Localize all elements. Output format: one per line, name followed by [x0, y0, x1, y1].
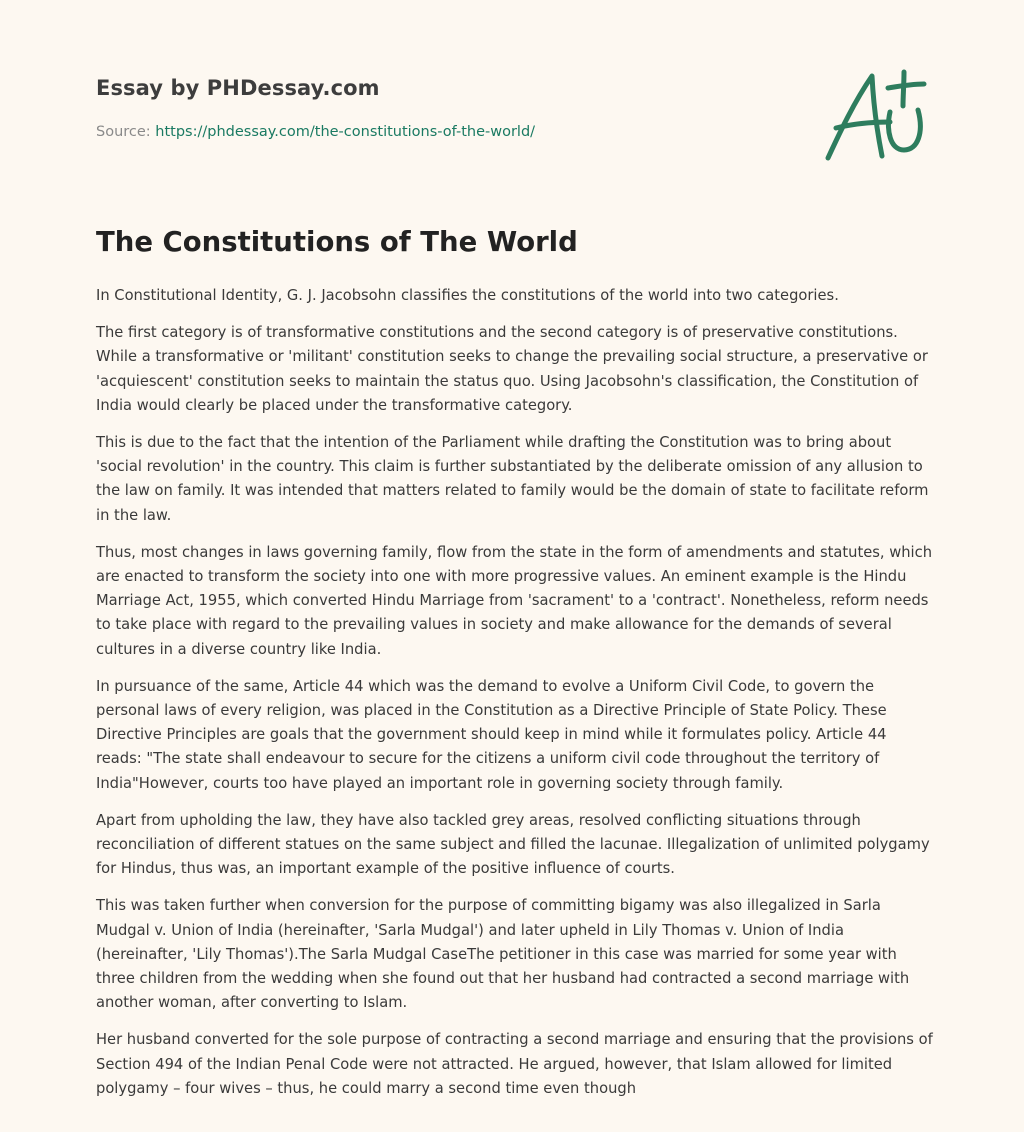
paragraph: In pursuance of the same, Article 44 which was the demand to evolve a Uniform Civil Code, to govern the personal laws of every religion, was placed in the Constitution as a Directive Principle of State Policy. These Directive Principles are goals that the government should keep in mind while it formulates policy. Article 44 reads: "The state shall endeavour to secure for the citizens a uniform civil code throughout the territory of India"However, courts too have played an important role in governing society through family. — [96, 677, 887, 792]
paragraph: Apart from upholding the law, they have also tackled grey areas, resolved conflicting situations through reconciliation of different statues on the same subject and filled the lacunae. Illegalization of unlimited polygamy for Hindus, thus was, an important example of the positive influence of courts. — [96, 811, 930, 878]
letter-a-stroke — [828, 76, 882, 158]
essay-body — [96, 284, 936, 1114]
paragraph: This was taken further when conversion for the purpose of committing bigamy was also illegalized in Sarla Mudgal v. Union of India (hereinafter, 'Sarla Mudgal') and later upheld in Lily Thomas v. Union of India (hereinafter, 'Lily Thomas').The Sarla Mudgal CaseThe petitioner in this case was married for some year with three children from the wedding when she found out that her husband had contracted a second marriage with another woman, after converting to Islam. — [96, 897, 910, 1012]
source-line — [96, 124, 535, 140]
source-label: Source: — [96, 124, 156, 140]
plus-horizontal — [888, 84, 924, 88]
essay-title: The Constitutions of The World — [96, 226, 578, 258]
paragraph: In Constitutional Identity, G. J. Jacobsohn classifies the constitutions of the world into two categories. — [96, 287, 839, 304]
paragraph: Thus, most changes in laws governing family, flow from the state in the form of amendments and statutes, which are enacted to transform the society into one with more progressive values. An eminent example is the Hindu Marriage Act, 1955, which converted Hindu Marriage from 'sacrament' to a 'contract'. Nonetheless, reform needs to take place with regard to the prevailing values in society and make allowance for the demands of several cultures in a diverse country like India. — [96, 543, 933, 658]
paragraph: This is due to the fact that the intention of the Parliament while drafting the Constitution was to bring about 'social revolution' in the country. This claim is further substantiated by the deliberate omission of any allusion to the law on family. It was intended that matters related to family would be the domain of state to facilitate reform in the law. — [96, 434, 929, 524]
paragraph: Her husband converted for the sole purpose of contracting a second marriage and ensuring that the provisions of Section 494 of the Indian Penal Code were not attracted. He argued, however, that Islam allowed for limited polygamy – four wives – thus, he could marry a second time even though — [96, 1031, 933, 1097]
site-brand: Essay by PHDessay.com — [96, 76, 380, 100]
a-plus-grade-logo-icon — [818, 66, 930, 166]
plus-vertical — [903, 72, 904, 106]
plus-curl — [889, 110, 921, 150]
paragraph: The first category is of transformative constitutions and the second category is of preservative constitutions. While a transformative or 'militant' constitution seeks to change the prevailing social structure, a preservative or 'acquiescent' constitution seeks to maintain the status quo. Using Jacobsohn's classification, the Constitution of India would clearly be placed under the transformative category. — [96, 324, 928, 414]
source-link[interactable]: https://phdessay.com/the-constitutions-of-the-world/ — [155, 124, 536, 140]
